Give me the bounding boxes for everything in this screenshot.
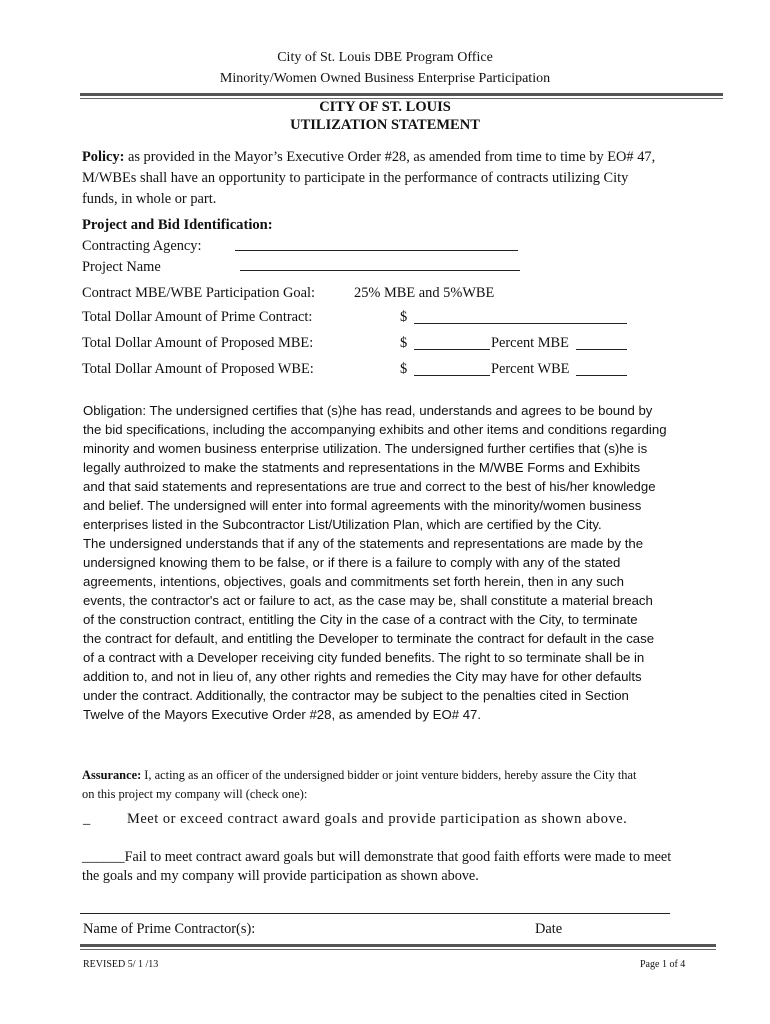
- fail-goals-text-line1: Fail to meet contract award goals but will demonstrate that good faith efforts were made to meet: [124, 849, 672, 865]
- footer-rule-thick: [80, 944, 716, 947]
- obligation-line: Twelve of the Mayors Executive Order #28, as amended by EO# 47.: [83, 707, 482, 722]
- obligation-line: under the contract. Additionally, the contractor may be subject to the penalties cited in Section: [83, 688, 629, 703]
- program-subtitle: Minority/Women Owned Business Enterprise Participation: [219, 71, 551, 86]
- obligation-line: legally authroized to make the statments and representations in the M/WBE Forms and Exhibits: [83, 460, 641, 475]
- footer-rule-thin: [80, 949, 716, 950]
- percent-wbe-label: Percent WBE: [491, 361, 570, 377]
- policy-text-line3: funds, in whole or part.: [82, 191, 217, 207]
- header-rule-thick: [80, 93, 723, 96]
- obligation-line: events, the contractor's act or failure to act, as the case may be, shall constitute a material breach: [83, 593, 653, 608]
- prime-amount-label: Total Dollar Amount of Prime Contract:: [82, 309, 313, 325]
- policy-text-line2: M/WBEs shall have an opportunity to participate in the performance of contracts utilizing City: [82, 170, 629, 186]
- fail-goals-option: [82, 848, 732, 886]
- obligation-line: of a contract with a Developer receiving city funded benefits. The right to so terminate shall be in: [83, 650, 645, 665]
- meet-checkbox-blank[interactable]: _: [83, 811, 91, 827]
- percent-mbe-field[interactable]: [576, 349, 627, 350]
- policy-text-line1: as provided in the Mayor’s Executive Order #28, as amended from time to time by EO# 47,: [124, 149, 656, 165]
- obligation-line: enterprises listed in the Subcontractor List/Utilization Plan, which are certified by the City.: [83, 517, 602, 532]
- obligation-line: the bid specifications, including the accompanying exhibits and other items and conditions regarding: [83, 422, 667, 437]
- obligation-line: addition to, and not in lieu of, any other rights and remedies the City may have for other defaults: [83, 669, 642, 684]
- project-name-label: Project Name: [82, 259, 161, 275]
- assurance-text-line1: I, acting as an officer of the undersigned bidder or joint venture bidders, hereby assure the City that: [141, 768, 637, 782]
- wbe-amount-label: Total Dollar Amount of Proposed WBE:: [82, 361, 314, 377]
- obligation-line: and that said statements and representations are true and correct to the best of his/her knowledge: [83, 479, 656, 494]
- mbe-amount-field[interactable]: [414, 349, 490, 350]
- obligation-line: undersigned knowing them to be false, or if there is a failure to comply with any of the stated: [83, 555, 621, 570]
- prime-dollar-sign: $: [400, 309, 408, 325]
- obligation-line: the contract for default, and entitling the Developer to terminate the contract for default in the case: [83, 631, 655, 646]
- office-header: City of St. Louis DBE Program Office: [277, 50, 493, 65]
- prime-contractor-label: Name of Prime Contractor(s):: [83, 921, 256, 937]
- obligation-paragraph: [83, 401, 733, 724]
- obligation-line: agreements, intentions, objectives, goals and commitments set forth herein, then in any such: [83, 574, 624, 589]
- wbe-amount-field[interactable]: [414, 375, 490, 376]
- assurance-label: Assurance:: [82, 768, 142, 782]
- project-heading: Project and Bid Identification:: [82, 217, 273, 233]
- obligation-line: Obligation: The undersigned certifies that (s)he has read, understands and agrees to be bound by: [83, 403, 653, 418]
- page-number: Page 1 of 4: [640, 959, 686, 970]
- obligation-line: The undersigned understands that if any of the statements and representations are made by the: [83, 536, 644, 551]
- agency-label: Contracting Agency:: [82, 238, 202, 254]
- meet-goals-option: Meet or exceed contract award goals and provide participation as shown above.: [127, 811, 628, 827]
- mbe-amount-label: Total Dollar Amount of Proposed MBE:: [82, 335, 314, 351]
- mbe-dollar-sign: $: [400, 335, 408, 351]
- assurance-text-line2: on this project my company will (check one):: [82, 787, 308, 801]
- goal-label: Contract MBE/WBE Participation Goal:: [82, 285, 316, 301]
- policy-paragraph: [82, 147, 722, 210]
- signature-line[interactable]: [80, 913, 670, 914]
- fail-checkbox-blank[interactable]: ______: [82, 849, 125, 865]
- prime-amount-field[interactable]: [414, 323, 627, 324]
- revised-date: REVISED 5/ 1 /13: [83, 959, 159, 970]
- assurance-paragraph: [82, 766, 732, 804]
- fail-goals-text-line2: the goals and my company will provide participation as shown above.: [82, 868, 479, 884]
- policy-label: Policy:: [82, 149, 125, 165]
- date-label: Date: [535, 921, 563, 937]
- document-title-line1: CITY OF ST. LOUIS: [319, 99, 451, 115]
- project-name-field[interactable]: [240, 270, 520, 271]
- percent-mbe-label: Percent MBE: [491, 335, 569, 351]
- obligation-line: minority and women business enterprise utilization. The undersigned further certifies that (s)he is: [83, 441, 648, 456]
- obligation-line: of the construction contract, entitling the City in the case of a contract with the City, to terminate: [83, 612, 638, 627]
- wbe-dollar-sign: $: [400, 361, 408, 377]
- obligation-line: and belief. The undersigned will enter into formal agreements with the minority/women business: [83, 498, 642, 513]
- goal-value: 25% MBE and 5%WBE: [354, 285, 495, 301]
- document-title-line2: UTILIZATION STATEMENT: [290, 117, 480, 133]
- agency-field[interactable]: [235, 250, 518, 251]
- percent-wbe-field[interactable]: [576, 375, 627, 376]
